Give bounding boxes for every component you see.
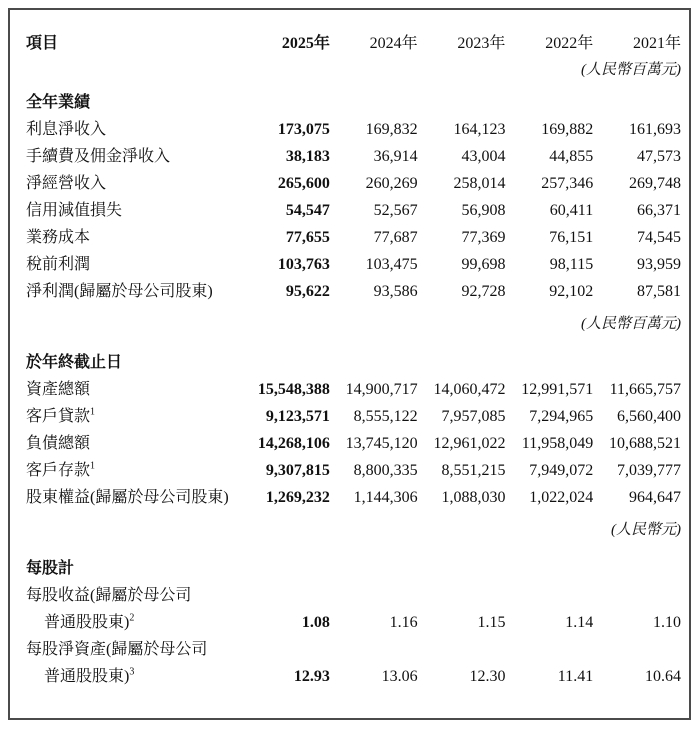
value-cell: 1,269,232 xyxy=(265,489,330,506)
unit-note-row xyxy=(26,512,681,538)
value-cell: 1.08 xyxy=(301,614,330,631)
spacer-cell xyxy=(26,332,681,344)
column-header-year-2024: 2024年 xyxy=(369,35,418,52)
row-label-line1 xyxy=(26,577,681,604)
value-cell: 66,371 xyxy=(637,202,681,219)
value-cell: 77,369 xyxy=(461,229,506,246)
spacer-row xyxy=(26,538,681,550)
value-cell: 1.14 xyxy=(565,614,594,631)
table-row xyxy=(26,631,681,658)
row-label xyxy=(26,425,242,452)
table-row xyxy=(26,165,681,192)
value-cell: 54,547 xyxy=(285,202,330,219)
value-cell: 8,800,335 xyxy=(353,462,418,479)
footnote-marker: 1 xyxy=(90,406,96,418)
value-cell: 10,688,521 xyxy=(609,435,681,452)
value-cell: 92,102 xyxy=(549,283,594,300)
table-row xyxy=(26,219,681,246)
value-cell: 87,581 xyxy=(637,283,681,300)
section-title: 每股計 xyxy=(26,560,75,577)
row-label xyxy=(26,246,242,273)
value-cell: 56,908 xyxy=(461,202,506,219)
value-cell: 7,294,965 xyxy=(529,408,594,425)
value-cell: 74,545 xyxy=(637,229,681,246)
value-cell: 260,269 xyxy=(365,175,418,192)
footnote-marker: 3 xyxy=(129,666,135,678)
unit-note: (人民幣百萬元) xyxy=(581,62,681,78)
value-cell: 14,268,106 xyxy=(257,435,330,452)
section-title-row xyxy=(26,550,681,577)
row-label xyxy=(26,219,242,246)
value-cell: 95,622 xyxy=(285,283,330,300)
value-cell: 1.16 xyxy=(389,614,418,631)
unit-note: (人民幣百萬元) xyxy=(581,316,681,332)
row-label-text: 普通股股東) xyxy=(44,614,130,631)
page xyxy=(0,8,700,749)
row-label xyxy=(26,138,242,165)
value-cell: 93,959 xyxy=(637,256,681,273)
unit-note: (人民幣元) xyxy=(611,522,681,538)
value-cell: 44,855 xyxy=(549,148,594,165)
section-title: 於年終截止日 xyxy=(26,354,123,371)
value-cell: 92,728 xyxy=(461,283,506,300)
value-cell: 38,183 xyxy=(285,148,330,165)
table-row xyxy=(26,273,681,300)
value-cell: 77,687 xyxy=(373,229,418,246)
row-label-text: 淨經營收入 xyxy=(26,175,107,192)
value-cell: 257,346 xyxy=(541,175,594,192)
value-cell: 161,693 xyxy=(629,121,681,138)
column-header-year-2021: 2021年 xyxy=(632,35,681,52)
unit-note-row xyxy=(26,306,681,332)
value-cell: 1,022,024 xyxy=(529,489,594,506)
value-cell: 12.93 xyxy=(293,668,330,685)
row-label-text: 每股淨資產(歸屬於母公司 xyxy=(26,641,208,658)
financial-highlights-table xyxy=(26,26,681,685)
table-row xyxy=(26,398,681,425)
value-cell: 269,748 xyxy=(629,175,681,192)
value-cell: 77,655 xyxy=(285,229,330,246)
value-cell: 6,560,400 xyxy=(617,408,681,425)
value-cell: 11,665,757 xyxy=(609,381,681,398)
row-label-text: 資產總額 xyxy=(26,381,91,398)
value-cell: 52,567 xyxy=(373,202,418,219)
row-label xyxy=(26,452,242,479)
row-label-text: 客戶貸款 xyxy=(26,408,91,425)
value-cell: 103,475 xyxy=(365,256,418,273)
financial-highlights-panel xyxy=(8,8,691,720)
spacer-cell xyxy=(26,538,681,550)
row-label-text: 普通股股東) xyxy=(44,668,130,685)
table-row xyxy=(26,111,681,138)
row-label-text: 股東權益(歸屬於母公司股東) xyxy=(26,489,229,506)
value-cell: 9,123,571 xyxy=(265,408,330,425)
row-label xyxy=(26,398,242,425)
row-label-text: 稅前利潤 xyxy=(26,256,91,273)
row-label-text: 信用減值損失 xyxy=(26,202,123,219)
table-row xyxy=(26,604,681,631)
value-cell: 76,151 xyxy=(549,229,594,246)
table-row xyxy=(26,246,681,273)
value-cell: 173,075 xyxy=(277,121,330,138)
row-label xyxy=(26,165,242,192)
value-cell: 1,088,030 xyxy=(441,489,506,506)
row-label-line1 xyxy=(26,631,681,658)
table-row xyxy=(26,138,681,165)
value-cell: 7,957,085 xyxy=(441,408,506,425)
row-label xyxy=(26,273,242,300)
footnote-marker: 1 xyxy=(90,460,96,472)
column-header-year-2025: 2025年 xyxy=(281,35,330,52)
row-label-line2 xyxy=(26,658,242,685)
value-cell: 47,573 xyxy=(637,148,681,165)
value-cell: 15,548,388 xyxy=(257,381,330,398)
table-row xyxy=(26,192,681,219)
value-cell: 14,060,472 xyxy=(433,381,506,398)
footnote-marker: 2 xyxy=(129,612,135,624)
value-cell: 13.06 xyxy=(381,668,418,685)
value-cell: 964,647 xyxy=(629,489,681,506)
section-title: 全年業績 xyxy=(26,94,91,111)
section-title-row xyxy=(26,344,681,371)
row-label xyxy=(26,371,242,398)
value-cell: 169,882 xyxy=(541,121,594,138)
row-label-text: 負債總額 xyxy=(26,435,91,452)
value-cell: 11.41 xyxy=(557,668,594,685)
value-cell: 103,763 xyxy=(277,256,330,273)
table-row xyxy=(26,371,681,398)
row-label-text: 利息淨收入 xyxy=(26,121,107,138)
row-label-text: 客戶存款 xyxy=(26,462,91,479)
value-cell: 60,411 xyxy=(549,202,594,219)
value-cell: 13,745,120 xyxy=(345,435,418,452)
row-label-text: 業務成本 xyxy=(26,229,91,246)
value-cell: 169,832 xyxy=(365,121,418,138)
table-header-row xyxy=(26,26,681,52)
row-label xyxy=(26,479,242,506)
value-cell: 36,914 xyxy=(373,148,418,165)
row-label-text: 每股收益(歸屬於母公司 xyxy=(26,587,192,604)
spacer-row xyxy=(26,332,681,344)
value-cell: 93,586 xyxy=(373,283,418,300)
value-cell: 7,949,072 xyxy=(529,462,594,479)
value-cell: 8,555,122 xyxy=(353,408,418,425)
value-cell: 1.15 xyxy=(477,614,506,631)
column-header-year-2022: 2022年 xyxy=(545,35,594,52)
table-row xyxy=(26,577,681,604)
value-cell: 1,144,306 xyxy=(353,489,418,506)
row-label xyxy=(26,111,242,138)
value-cell: 8,551,215 xyxy=(441,462,506,479)
value-cell: 258,014 xyxy=(453,175,506,192)
value-cell: 9,307,815 xyxy=(265,462,330,479)
value-cell: 1.10 xyxy=(653,614,681,631)
table-row xyxy=(26,479,681,506)
unit-note-row xyxy=(26,52,681,78)
value-cell: 164,123 xyxy=(453,121,506,138)
row-label-line2 xyxy=(26,604,242,631)
column-header-item: 項目 xyxy=(26,35,59,52)
value-cell: 10.64 xyxy=(645,668,681,685)
row-label-text: 淨利潤(歸屬於母公司股東) xyxy=(26,283,213,300)
value-cell: 14,900,717 xyxy=(345,381,418,398)
value-cell: 99,698 xyxy=(461,256,506,273)
value-cell: 98,115 xyxy=(549,256,594,273)
value-cell: 43,004 xyxy=(461,148,506,165)
value-cell: 7,039,777 xyxy=(617,462,681,479)
row-label xyxy=(26,192,242,219)
value-cell: 12.30 xyxy=(469,668,506,685)
value-cell: 265,600 xyxy=(277,175,330,192)
row-label-text: 手續費及佣金淨收入 xyxy=(26,148,171,165)
table-row xyxy=(26,425,681,452)
table-row xyxy=(26,658,681,685)
value-cell: 12,961,022 xyxy=(433,435,506,452)
value-cell: 11,958,049 xyxy=(521,435,594,452)
column-header-year-2023: 2023年 xyxy=(457,35,506,52)
section-title-row xyxy=(26,84,681,111)
table-row xyxy=(26,452,681,479)
value-cell: 12,991,571 xyxy=(521,381,594,398)
